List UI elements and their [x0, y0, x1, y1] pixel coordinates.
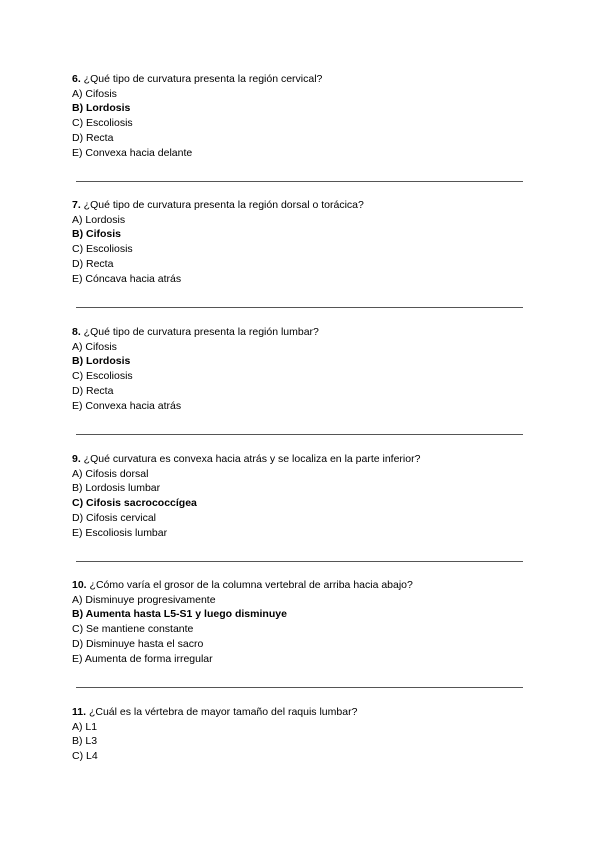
- question-8-prompt: [72, 325, 532, 340]
- question-11-prompt: [72, 705, 532, 720]
- question-7-number: 7.: [72, 199, 81, 211]
- question-11-option-c: C) L4: [72, 750, 98, 763]
- question-9-option-b: B) Lordosis lumbar: [72, 482, 161, 495]
- question-10-option-b-correct: B) Aumenta hasta L5-S1 y luego disminuye: [72, 608, 287, 621]
- question-7-option-c: C) Escoliosis: [72, 243, 133, 256]
- question-7-option-d: D) Recta: [72, 257, 114, 270]
- question-9: [72, 452, 532, 540]
- question-11-number: 11.: [72, 706, 87, 718]
- question-8-option-e: E) Convexa hacia atrás: [72, 399, 182, 412]
- question-10-prompt: [72, 578, 532, 593]
- question-6-option-a: A) Cifosis: [72, 87, 117, 100]
- divider: [76, 687, 523, 688]
- question-8-option-c: C) Escoliosis: [72, 370, 133, 383]
- question-7-option-b-correct: B) Cifosis: [72, 228, 122, 241]
- question-10-number: 10.: [72, 579, 87, 591]
- divider: [76, 181, 523, 182]
- divider: [76, 561, 523, 562]
- question-9-text: ¿Qué curvatura es convexa hacia atrás y se localiza en la parte inferior?: [80, 453, 421, 465]
- question-9-prompt: [72, 452, 532, 467]
- question-6: [72, 72, 532, 160]
- question-6-number: 6.: [72, 73, 81, 85]
- question-7-option-e: E) Cóncava hacia atrás: [72, 272, 182, 285]
- question-9-option-a: A) Cifosis dorsal: [72, 467, 149, 480]
- question-6-option-e: E) Convexa hacia delante: [72, 146, 193, 159]
- question-10: [72, 578, 532, 666]
- question-10-text: ¿Cómo varía el grosor de la columna vertebral de arriba hacia abajo?: [86, 579, 413, 591]
- question-6-prompt: [72, 72, 532, 87]
- question-10-option-d: D) Disminuye hasta el sacro: [72, 637, 204, 650]
- question-7-option-a: A) Lordosis: [72, 213, 126, 226]
- question-7: [72, 198, 532, 286]
- divider: [76, 434, 523, 435]
- question-9-option-e: E) Escoliosis lumbar: [72, 526, 168, 539]
- question-6-option-b-correct: B) Lordosis: [72, 102, 131, 115]
- question-8-option-d: D) Recta: [72, 384, 114, 397]
- question-8-text: ¿Qué tipo de curvatura presenta la región lumbar?: [80, 326, 319, 338]
- question-11-text: ¿Cuál es la vértebra de mayor tamaño del raquis lumbar?: [86, 706, 358, 718]
- question-8-number: 8.: [72, 326, 81, 338]
- question-6-option-c: C) Escoliosis: [72, 117, 133, 130]
- question-6-text: ¿Qué tipo de curvatura presenta la región cervical?: [80, 73, 323, 85]
- question-11-option-a: A) L1: [72, 720, 98, 733]
- question-8: [72, 325, 532, 413]
- question-11: [72, 705, 532, 764]
- question-9-option-c-correct: C) Cifosis sacrococcígea: [72, 497, 197, 510]
- question-7-prompt: [72, 198, 532, 213]
- question-9-number: 9.: [72, 453, 81, 465]
- question-8-option-b-correct: B) Lordosis: [72, 355, 131, 368]
- question-10-option-c: C) Se mantiene constante: [72, 623, 194, 636]
- question-11-option-b: B) L3: [72, 735, 98, 748]
- question-10-option-e: E) Aumenta de forma irregular: [72, 652, 213, 665]
- question-8-option-a: A) Cifosis: [72, 340, 117, 353]
- question-6-option-d: D) Recta: [72, 131, 114, 144]
- divider: [76, 307, 523, 308]
- question-10-option-a: A) Disminuye progresivamente: [72, 593, 216, 606]
- question-7-text: ¿Qué tipo de curvatura presenta la región dorsal o torácica?: [80, 199, 364, 211]
- question-9-option-d: D) Cifosis cervical: [72, 511, 157, 524]
